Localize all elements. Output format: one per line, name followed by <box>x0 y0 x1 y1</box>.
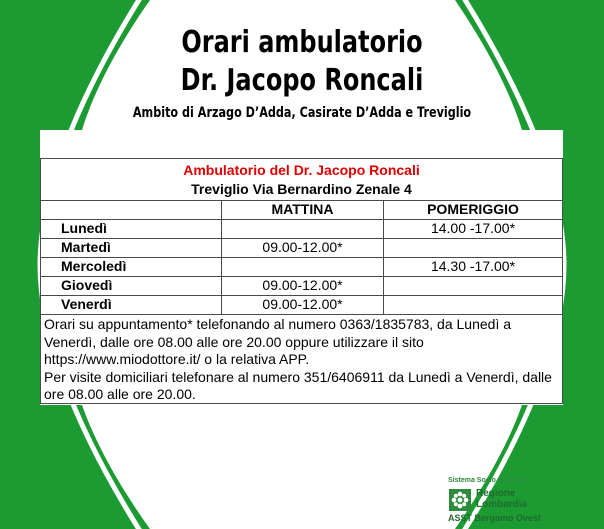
lombardy-rose-icon <box>449 489 471 511</box>
afternoon-column-header: POMERIGGIO <box>383 201 562 219</box>
morning-hours: 09.00-12.00* <box>221 296 383 314</box>
day-name: Mercoledì <box>61 258 127 274</box>
day-column-header <box>41 201 221 219</box>
table-row <box>41 239 562 258</box>
afternoon-hours: 14.30 -17.00* <box>383 258 562 276</box>
page-title-line1: Orari ambulatorio <box>181 25 423 60</box>
logo-system-label: Sistema Socio Sanitario <box>448 477 528 484</box>
day-name: Venerdì <box>61 296 112 312</box>
page-subtitle: Ambito di Arzago D’Adda, Casirate D’Adda e Treviglio <box>132 105 472 121</box>
logo-region-line1: Regione <box>476 488 516 499</box>
morning-hours <box>221 220 383 238</box>
morning-hours: 09.00-12.00* <box>221 277 383 295</box>
regione-lombardia-logo <box>448 476 598 524</box>
home-visit-note: Per visite domiciliari telefonare al numero 351/6406911 da Lunedì a Venerdì, dalle ore 08.00 alle ore 20.00. <box>44 368 552 402</box>
morning-hours <box>221 258 383 276</box>
table-row <box>41 296 562 315</box>
afternoon-hours <box>383 296 562 314</box>
schedule-notes <box>44 316 559 404</box>
schedule-table <box>40 158 563 404</box>
green-band-left <box>0 120 40 410</box>
day-name: Lunedì <box>61 220 107 236</box>
day-name: Giovedì <box>61 277 113 293</box>
morning-hours: 09.00-12.00* <box>221 239 383 257</box>
clinic-address: Treviglio Via Bernardino Zenale 4 <box>191 181 412 197</box>
logo-region-name <box>476 488 527 510</box>
table-row <box>41 277 562 296</box>
afternoon-hours: 14.00 -17.00* <box>383 220 562 238</box>
afternoon-hours <box>383 277 562 295</box>
clinic-name: Ambulatorio del Dr. Jacopo Roncali <box>183 162 420 178</box>
table-row <box>41 220 562 239</box>
column-header-row <box>41 201 562 220</box>
logo-asst-name: ASST Bergamo Ovest <box>448 513 542 523</box>
afternoon-hours <box>383 239 562 257</box>
page-title-line2: Dr. Jacopo Roncali <box>180 63 424 98</box>
table-row <box>41 258 562 277</box>
day-name: Martedì <box>61 239 111 255</box>
green-band-right <box>563 120 604 410</box>
appointment-note: Orari su appuntamento* telefonando al numero 0363/1835783, da Lunedì a Venerdì, dalle ore 08.00 alle ore 20.00 oppure utilizzare il sito https://www.miodottore.it/ o la relativa APP. <box>44 316 512 367</box>
logo-region-line2: Lombardia <box>476 499 528 510</box>
morning-column-header: MATTINA <box>221 201 383 219</box>
schedule-header-row <box>41 159 562 201</box>
